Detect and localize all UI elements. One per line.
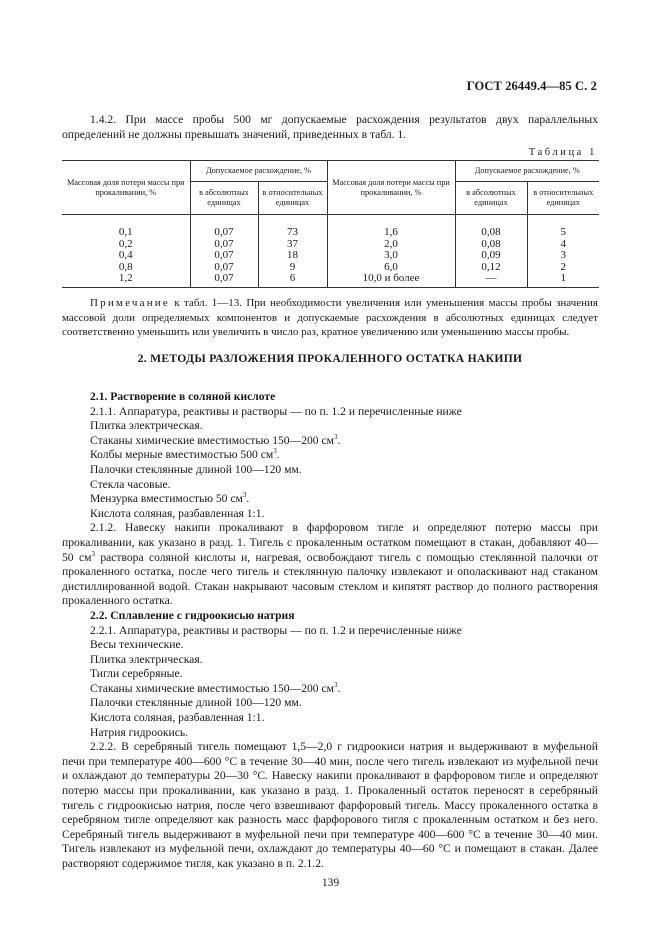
table-note bbox=[62, 296, 598, 340]
list-item: Кислота соляная, разбавленная 1:1. bbox=[90, 506, 265, 520]
cell-rel: 1 bbox=[527, 273, 599, 287]
table-row bbox=[62, 250, 599, 262]
header-rel-right: в относительных единицах bbox=[527, 182, 599, 215]
clause-text: раствора соляной кислоты и, нагревая, освобождают тигель с помощью стеклянной палочки от прокаленного остатка, после чего тигель и стеклянную палочку извлекают и ополаскивают над стаканом дистиллированной водой. Стакан накрывают часовым стеклом и кипятят раствор до полного растворения прокаленного остатка. bbox=[62, 550, 598, 608]
header-abs-left: в абсолютных единицах bbox=[190, 182, 258, 215]
unit-superscript: 3 bbox=[242, 491, 247, 500]
list-item: Стекла часовые. bbox=[90, 477, 171, 491]
header-abs-right: в абсолютных единицах bbox=[455, 182, 527, 215]
cell-rel: 18 bbox=[258, 250, 327, 262]
list-item: Колбы мерные вместимостью 500 $см^3$. bbox=[90, 447, 280, 462]
paragraph-text: 1.4.2. При массе пробы 500 мг допускаемые расхождения результатов двух параллельных определений не должны превышать значений, приведенных в табл. 1. bbox=[62, 113, 598, 141]
list-item-text: Колбы мерные вместимостью 500 см bbox=[90, 448, 274, 462]
list-item-text: Стаканы химические вместимостью 150—200 см bbox=[90, 681, 334, 695]
cell-mass: 0,1 bbox=[118, 226, 133, 238]
cell-mass: 0,2 bbox=[118, 237, 133, 250]
list-item-text: Стаканы химические вместимостью 150—200 см bbox=[90, 433, 334, 447]
cell-abs: 0,07 bbox=[190, 215, 258, 239]
clause-2-1-2 bbox=[62, 521, 598, 609]
note-paragraph bbox=[62, 296, 598, 340]
cell-abs: 0,07 bbox=[190, 262, 258, 274]
header-allowed-right: Допускаемое расхождение, % bbox=[455, 161, 599, 182]
note-text: к табл. 1—13. При необходимости увеличения или уменьшения массы пробы значения массовой доли определяемых компонентов и допускаемые расхождения в абсолютных единицах следует соответственно уменьшить или увеличить в число раз, кратное увеличению или уменьшению массы пробы. bbox=[62, 297, 598, 339]
list-item: Плитка электрическая. bbox=[90, 419, 203, 433]
unit-superscript: 3 bbox=[91, 549, 95, 558]
cell-mass: 0,8 bbox=[118, 260, 133, 273]
list-item: Тигли серебряные. bbox=[90, 667, 183, 681]
cell-abs: 0,12 bbox=[455, 262, 527, 274]
subsection-2-1-title: 2.1. Растворение в соляной кислоте bbox=[90, 390, 276, 403]
cell-abs: 0,07 bbox=[190, 239, 258, 251]
list-item: Натрия гидроокись. bbox=[90, 725, 189, 739]
subsection-2-2-title: 2.2. Сплавление с гидроокисью натрия bbox=[90, 608, 295, 622]
clause-2-1-1: 2.1.1. Аппаратура, реактивы и растворы — по п. 1.2 и перечисленные ниже bbox=[90, 404, 462, 418]
list-item: Палочки стеклянные длиной 100—120 мм. bbox=[90, 462, 302, 476]
tolerance-table bbox=[62, 160, 599, 288]
unit-superscript: 3 bbox=[273, 447, 277, 456]
unit-superscript: 3 bbox=[333, 432, 338, 441]
header-mass-right: Массовая доля потери массы при прокаливании, % bbox=[327, 161, 455, 215]
cell-abs: 0,07 bbox=[190, 250, 258, 262]
header-rel-left: в относительных единицах bbox=[258, 182, 327, 215]
table-row bbox=[62, 262, 599, 274]
header-mass-left: Массовая доля потери массы при прокаливании, % bbox=[62, 161, 190, 215]
cell-abs: 0,09 bbox=[455, 250, 527, 262]
cell-rel: 3 bbox=[527, 250, 599, 262]
list-item-text: Мензурка вместимостью 50 см bbox=[90, 492, 243, 506]
table-caption: Таблица 1 bbox=[528, 147, 597, 158]
section-2-body bbox=[62, 390, 598, 872]
cell-rel: 73 bbox=[258, 215, 327, 239]
cell-mass: 6,0 bbox=[327, 262, 455, 274]
cell-mass: 10,0 и более bbox=[327, 273, 455, 287]
clause-2-2-1: 2.2.1. Аппаратура, реактивы и растворы — по п. 1.2 и перечисленные ниже bbox=[90, 623, 462, 637]
table-row bbox=[62, 273, 599, 287]
cell-abs: 0,08 bbox=[455, 239, 527, 251]
cell-abs: 0,08 bbox=[455, 215, 527, 239]
unit-superscript: 3 bbox=[333, 681, 338, 690]
page-number: 139 bbox=[321, 877, 340, 889]
document-header: ГОСТ 26449.4—85 С. 2 bbox=[466, 79, 597, 93]
list-item: Стаканы химические вместимостью 150—200 $см^3$. bbox=[90, 432, 341, 447]
cell-abs: — bbox=[455, 273, 527, 287]
table-row bbox=[62, 215, 599, 239]
cell-abs: 0,07 bbox=[190, 273, 258, 287]
section-title: 2. МЕТОДЫ РАЗЛОЖЕНИЯ ПРОКАЛЕННОГО ОСТАТКА НАКИПИ bbox=[137, 352, 523, 365]
clause-text: 2.1.2. Навеску накипи прокаливают в фарфоровом тигле и определяют потерю массы при прокаливании, как указано в разд. 1. Тигель с прокаленным остатком помещают в стакан, добавляют 40—50 см bbox=[62, 521, 598, 564]
clause-2-2-2: 2.2.2. В серебряный тигель помещают 1,5—2,0 г гидроокиси натрия и выдерживают в муфельной печи при температуре 400—600 °С в течение 30—40 мин, после чего тигель извлекают из муфельной печи и охлаждают до температуры 20—30 °С. Навеску накипи прокаливают в фарфоровом тигле и определяют потерю массы при прокаливании, как указано в разд. 1. Прокаленный остаток переносят в серебряный тигель с гидроокисью натрия, после чего взвешивают фарфоровый тигель. Массу прокаленного остатка в серебряном тигле определяют как разность масс фарфорового тигля с прокаленным остатком и без него. Серебряный тигель выдерживают в муфельной печи при температуре 400—600 °С в течение 30—40 мин. Тигель извлекают из муфельной печи, охлаждают до температуры 40—60 °С и помещают в стакан. Далее растворяют содержимое тигля, как указано в п. 2.1.2. bbox=[62, 740, 598, 870]
cell-mass: 1,2 bbox=[62, 273, 190, 287]
list-item: Стаканы химические вместимостью 150—200 $см^3$. bbox=[90, 681, 341, 695]
cell-rel: 6 bbox=[258, 273, 327, 287]
cell-mass: 2,0 bbox=[327, 239, 455, 251]
paragraph-1-4-2 bbox=[62, 113, 598, 142]
note-label: Примечание bbox=[90, 297, 170, 309]
cell-rel: 5 bbox=[527, 215, 599, 239]
list-item: Палочки стеклянные длиной 100—120 мм. bbox=[90, 696, 302, 710]
header-allowed-left: Допускаемое расхождение, % bbox=[190, 161, 327, 182]
list-item: Мензурка вместимостью 50 $см^3$. bbox=[90, 491, 250, 506]
cell-mass: 1,6 bbox=[327, 215, 455, 239]
cell-mass: 3,0 bbox=[327, 250, 455, 262]
table-row bbox=[62, 239, 599, 251]
cell-mass: 0,4 bbox=[118, 249, 133, 262]
list-item: Кислота соляная, разбавленная 1:1. bbox=[90, 711, 265, 725]
list-item: Весы технические. bbox=[90, 638, 184, 652]
cell-rel: 4 bbox=[527, 239, 599, 251]
cell-rel: 2 bbox=[527, 262, 599, 274]
list-item: Плитка электрическая. bbox=[90, 652, 203, 666]
cell-rel: 37 bbox=[258, 239, 327, 251]
cell-rel: 9 bbox=[258, 262, 327, 274]
